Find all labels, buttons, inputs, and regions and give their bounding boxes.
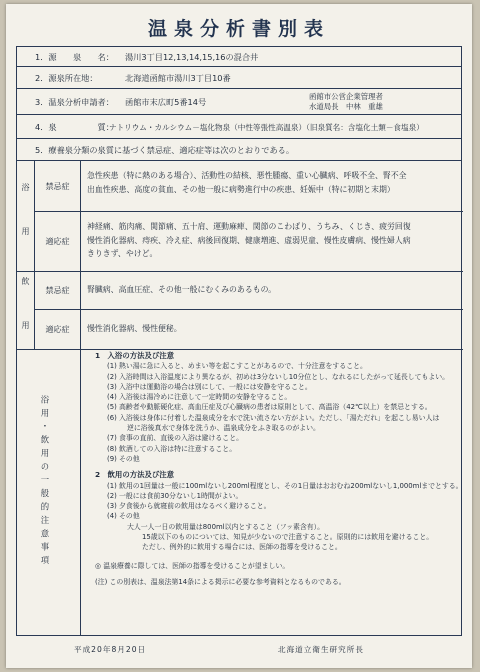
bath-note: (9) その他 [107,454,140,463]
drink-note: (3) 夕食後から就寝前の飲用はなるべく避けること。 [107,502,271,511]
applicant-manager-title: 函館市公営企業管理者 [309,92,383,101]
divider-notes [17,349,463,350]
divider-drink [17,271,463,272]
bath-indic-line: 神経痛、筋肉痛、関節痛、五十肩、運動麻痺、関節のこわばり、うちみ、くじき、疲労回復 [87,222,411,231]
location-value: 北海道函館市湯川3丁目10番 [125,73,231,83]
issuer: 北海道立衛生研究所長 [278,645,364,654]
bath-note: (7) 食事の直前、直後の入浴は避けること。 [107,434,243,443]
drink-note: ただし、例外的に飲用する場合には、医師の指導を受けること。 [142,543,342,552]
drink-note: (1) 飲用の1回量は一般に100mlないし200ml程度とし、その1日量はおおむね200mlないし1,000mlまでとする。 [107,481,463,490]
drink-indic-text: 慢性消化器病、慢性便秘。 [87,324,182,333]
row-location [17,67,461,89]
row-quality [17,115,461,139]
quality-label: 4．泉 質： [35,122,114,132]
quality-value: ナトリウム・カルシウム－塩化物泉（中性等張性高温泉）（旧泉質名：含塩化土類－食塩泉） [109,123,424,132]
notes-sidebar-label: 浴用・飲用の一般的注意事項 [40,395,50,570]
notes-sidebar [17,349,81,636]
document-sheet [6,4,472,668]
bath-indic-text [87,220,457,261]
drink-indic-label: 適応症 [35,309,81,349]
row-applicant [17,89,461,115]
bath-note: (2) 入浴時間は入浴温度により異なるが、初めは3分ないし10分位とし、なれるにしたがって延長してもよい。 [107,372,450,381]
legal-note: (注) この別表は、温泉法第14条による掲示に必要な参考資料となるものである。 [95,577,346,586]
bath-note: (3) 入浴中は運動浴の場合は別にして、一般には安静を守ること。 [107,382,312,391]
bath-note: (8) 飲酒しての入浴は特に注意すること。 [107,444,237,453]
drink-contra-label: 禁忌症 [35,271,81,309]
drink-notes-heading: 2 飲用の方法及び注意 [95,470,175,480]
applicant-value: 函館市末広町5番14号 [125,97,207,107]
bath-indic-line: 慢性消化器病、痔疾、冷え症、病後回復期、健康増進、虚弱児童、慢性皮膚病、慢性婦人病 [87,235,411,245]
bath-note: 逆に浴後真水で身体を洗うか、温泉成分をふき取るのがよい。 [127,424,320,433]
divider-bath [35,211,463,212]
document-title: 温泉分析書別表 [147,18,330,40]
drink-note: 15歳以下のものについては、知見が少ないので注意すること。原則的には飲用を避けること。 [142,533,434,542]
intro-text: 5．療養泉分類の泉質に基づく禁忌症、適応症等は次のとおりである。 [35,145,295,155]
drink-contra-text: 腎臓病、高血圧症、その他一般にむくみのあるもの。 [87,285,277,294]
bath-note: (5) 高齢者や動脈硬化症、高血圧症及び心臓病の患者は原則として、高温浴（42℃以上）を禁忌とする。 [107,403,432,412]
bath-contra-line: 急性疾患（特に熱のある場合）、活動性の結核、悪性腫瘍、重い心臓病、呼吸不全、腎不全 [87,171,407,180]
drink-category-label: 飲 用 [21,277,30,343]
bath-category-label: 浴 用 [21,183,30,249]
row-source [17,47,461,67]
bath-note: (6) 入浴後は身体に付着した温泉成分を水で洗い流さない方がよい。ただし、「湯ただれ」を起こし易い人は [107,413,440,422]
drink-note: (2) 一般には食前30分ないし1時間がよい。 [107,491,243,500]
bath-category [17,161,35,271]
issue-date: 平成20年8月20日 [74,645,147,654]
doctor-guidance-note: ◎ 温泉療養に際しては、医師の指導を受けることが望ましい。 [95,561,290,570]
row-intro [17,139,461,161]
bath-contra-label: 禁忌症 [35,161,81,211]
location-label: 2．源泉所在地： [35,73,98,83]
document-frame [16,46,462,636]
applicant-manager-name: 水道局長 中林 重雄 [309,102,383,111]
source-value: 湯川3丁目12,13,14,15,16の混合井 [125,52,259,62]
bath-notes-heading: 1 入浴の方法及び注意 [95,351,175,360]
source-label: 1．源 泉 名： [35,52,114,62]
applicant-label: 3．温泉分析申請者： [35,97,114,107]
bath-note: (4) 入浴後は湯冷めに注意して一定時間の安静を守ること。 [107,393,292,402]
bath-note: (1) 熱い湯に急に入ると、めまい等を起こすことがあるので、十分注意をすること。 [107,362,367,371]
divider-drink-sub [35,309,463,310]
drink-note: 大人一人一日の飲用量は800ml以内とすること（フッ素含有）。 [127,522,324,531]
drink-category [17,271,35,349]
bath-contra-line: 出血性疾患、高度の貧血、その他一般に病勢進行中の疾患、妊娠中（特に初期と末期） [87,184,395,194]
bath-indic-line: きりきず、やけど。 [87,249,158,258]
drink-note: (4) その他 [107,512,140,521]
bath-indic-label: 適応症 [35,211,81,271]
bath-contra-text [87,169,457,196]
notes-body [87,351,461,587]
